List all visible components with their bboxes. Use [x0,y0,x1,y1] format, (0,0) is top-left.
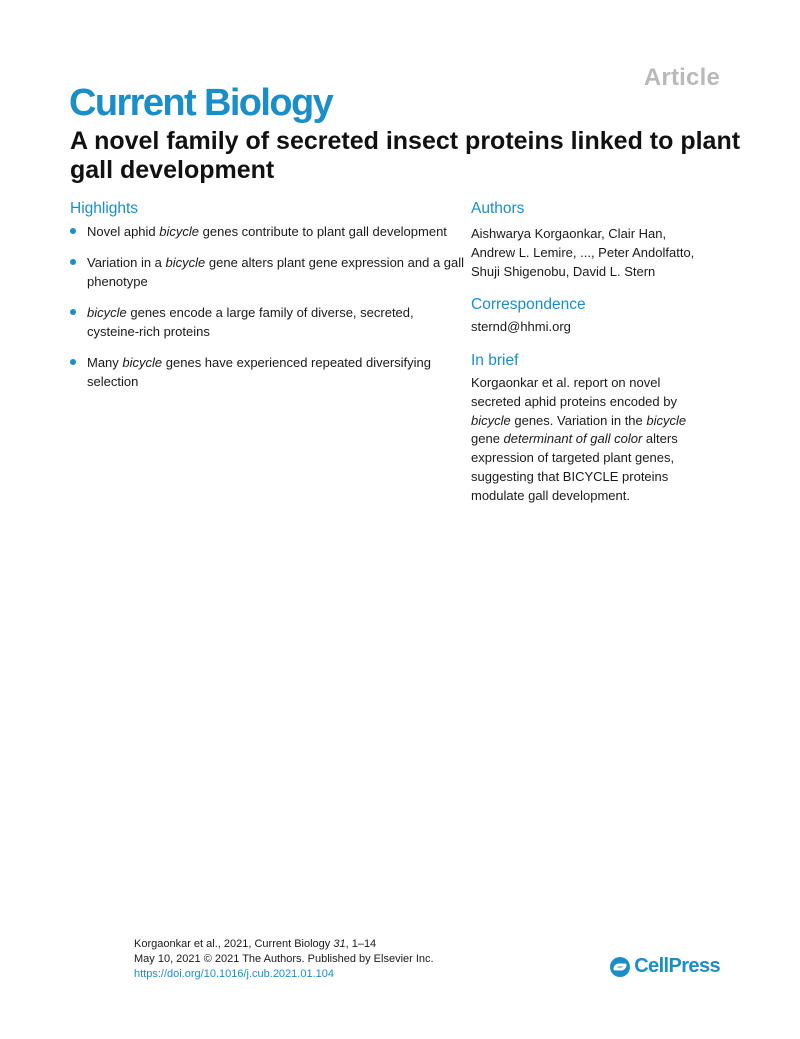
in-brief-text-span: gene [471,431,504,447]
doi-link[interactable]: https://doi.org/10.1016/j.cub.2021.01.104 [134,968,334,980]
in-brief-text-span: suggesting that BICYCLE proteins [471,468,669,484]
article-type-label: Article [643,64,720,91]
bullet-icon [70,228,76,234]
highlights-list [70,222,465,403]
publisher-name: CellPress [634,955,720,977]
citation-suffix: , 1–14 [345,938,377,950]
highlights-heading: Highlights [70,200,139,217]
authors-line: Aishwarya Korgaonkar, Clair Han, [471,226,667,241]
in-brief-line [471,468,733,487]
in-brief-heading: In brief [471,352,519,369]
highlight-text: genes contribute to plant gall development [199,224,447,239]
highlight-gene-term: bicycle [159,224,200,239]
highlight-gene-term: bicycle [165,255,206,270]
in-brief-text-span: Korgaonkar et al. report on novel [471,375,661,390]
authors-line: Shuji Shigenobu, David L. Stern [471,264,656,279]
in-brief-line [471,449,733,468]
in-brief-italic-term: determinant of gall color [503,431,643,447]
copyright-line: May 10, 2021 © 2021 The Authors. Published by Elsevier Inc. [134,953,434,965]
in-brief-line [471,393,733,412]
in-brief-line [471,374,733,393]
highlight-text: gene alters plant gene expression and a gall phenotype [87,255,465,289]
in-brief-text-span: alters [642,431,678,447]
highlight-item [70,353,465,391]
highlight-gene-term: bicycle [87,305,127,320]
in-brief-text [471,374,733,506]
citation-line [134,937,434,952]
authors-line: Andrew L. Lemire, ..., Peter Andolfatto, [471,245,695,260]
bullet-icon [70,259,76,265]
cellpress-mark-icon [609,956,631,978]
citation-prefix: Korgaonkar et al., 2021, Current Biology [134,938,334,950]
in-brief-text-span: genes. Variation in the [510,412,647,428]
citation-footer [134,937,434,982]
in-brief-line [471,430,733,449]
in-brief-line [471,487,733,506]
authors-heading: Authors [471,200,525,217]
in-brief-italic-term: bicycle [471,412,511,428]
highlight-text: genes have experienced repeated diversifying selection [87,355,431,389]
highlight-item [70,303,465,341]
authors-list [471,224,733,281]
in-brief-line [471,412,733,431]
highlight-text: Novel aphid [87,224,160,239]
in-brief-text-span: secreted aphid proteins encoded by [471,393,677,409]
highlight-gene-term: bicycle [122,355,163,370]
article-title: A novel family of secreted insect proteins linked to plant gall development [70,127,741,184]
journal-name: Current Biology [69,82,333,124]
highlight-text: Variation in a [87,255,166,270]
cellpress-logo [609,955,720,978]
highlight-text: genes encode a large family of diverse, secreted, cysteine-rich proteins [87,305,414,339]
in-brief-text-span: modulate gall development. [471,487,630,503]
highlight-text: Many [87,355,123,370]
bullet-icon [70,359,76,365]
in-brief-text-span: expression of targeted plant genes, [471,450,675,466]
highlight-item [70,253,465,291]
correspondence-email[interactable]: sternd@hhmi.org [471,319,571,334]
highlight-item [70,222,465,241]
in-brief-italic-term: bicycle [646,412,687,428]
citation-volume: 31 [333,938,346,950]
correspondence-heading: Correspondence [471,296,586,313]
bullet-icon [70,309,76,315]
